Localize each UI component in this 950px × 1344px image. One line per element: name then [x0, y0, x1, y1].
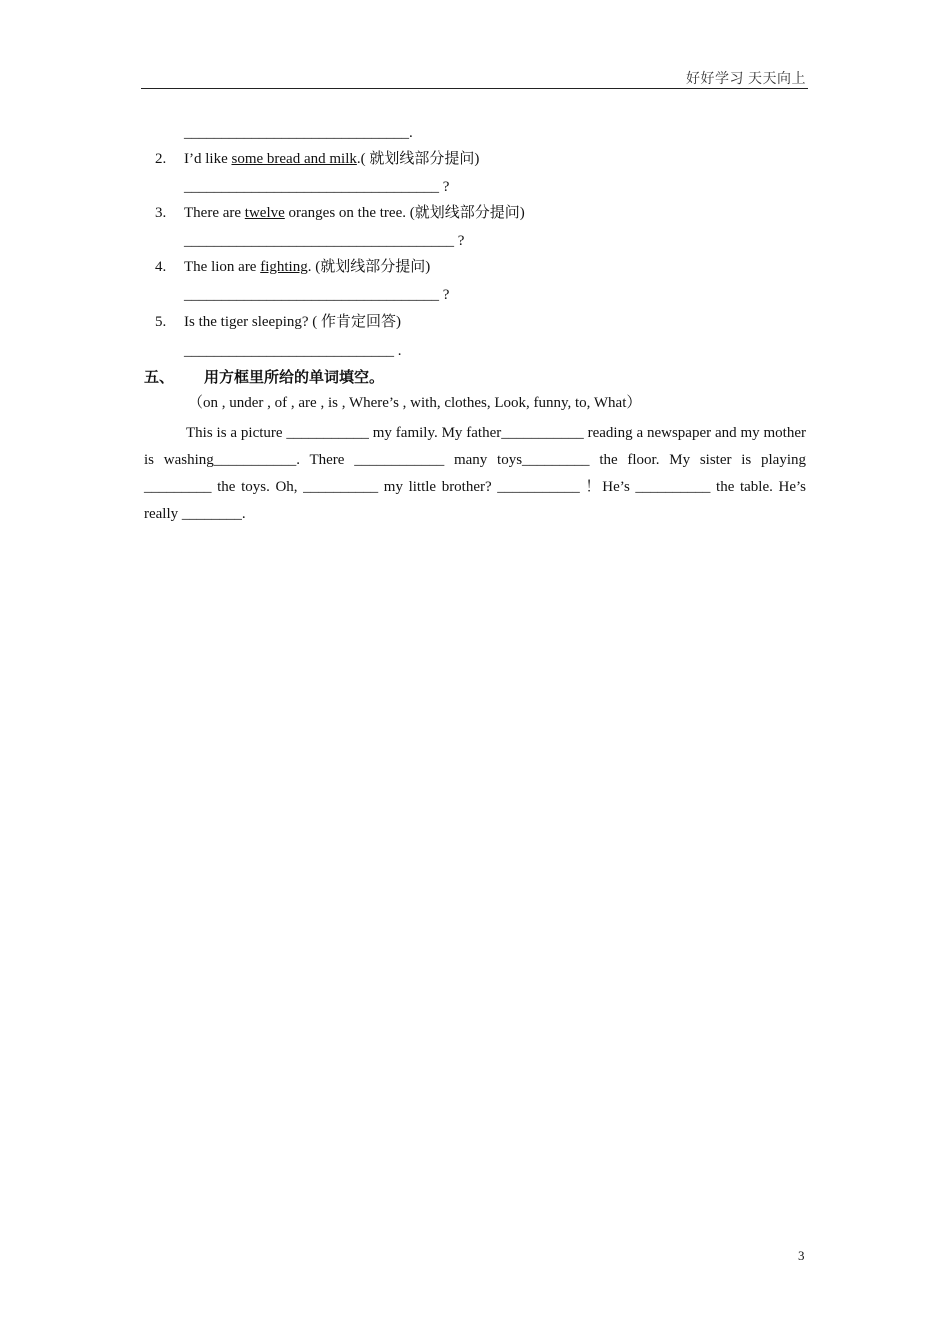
- word-bank: （on , under , of , are , is , Where’s , with, clothes, Look, funny, to, What）: [188, 395, 642, 411]
- question-5: [184, 312, 401, 332]
- header-motto: 好好学习 天天向上: [686, 72, 806, 87]
- answer-line-5: ____________________________ .: [184, 343, 402, 359]
- question-3-pre: There are: [184, 205, 245, 221]
- section-5-heading: [144, 366, 384, 387]
- page-number: 3: [798, 1248, 805, 1263]
- answer-line-3: ____________________________________ ?: [184, 233, 465, 249]
- question-4: [184, 257, 430, 277]
- question-5-pre: Is the tiger sleeping? ( 作肯定回答): [184, 314, 402, 330]
- question-2-underlined: some bread and milk: [231, 151, 357, 167]
- question-4-pre: The lion are: [184, 259, 261, 275]
- answer-line-1: ______________________________.: [184, 125, 413, 141]
- answer-line-2: __________________________________ ?: [184, 179, 450, 195]
- question-4-post: . (就划线部分提问): [307, 259, 431, 275]
- question-3: [184, 203, 525, 223]
- question-number-5: 5.: [155, 314, 167, 330]
- question-3-underlined: twelve: [244, 205, 285, 221]
- question-3-post: oranges on the tree. (就划线部分提问): [284, 205, 525, 221]
- question-2: [184, 149, 479, 169]
- section-5-label: 五、: [144, 368, 175, 386]
- answer-line-4: __________________________________ ?: [184, 287, 450, 303]
- question-number-3: 3.: [155, 205, 167, 221]
- section-5-title: 用方框里所给的单词填空。: [204, 368, 385, 386]
- question-2-pre: I’d like: [184, 151, 232, 167]
- page-header: [141, 66, 808, 89]
- question-2-post: .( 就划线部分提问): [356, 151, 480, 167]
- question-number-2: 2.: [155, 151, 167, 167]
- fill-in-paragraph: This is a picture ___________ my family. My father___________ reading a newspaper and my mother is washing___________. There ____________ many toys_________ the floor. My sister is playing _________ the toys. Oh, __________ my little brother? ___________ ！He’s __________ the table. He’s really ________.: [144, 425, 806, 522]
- question-4-underlined: fighting: [260, 259, 308, 275]
- question-number-4: 4.: [155, 259, 167, 275]
